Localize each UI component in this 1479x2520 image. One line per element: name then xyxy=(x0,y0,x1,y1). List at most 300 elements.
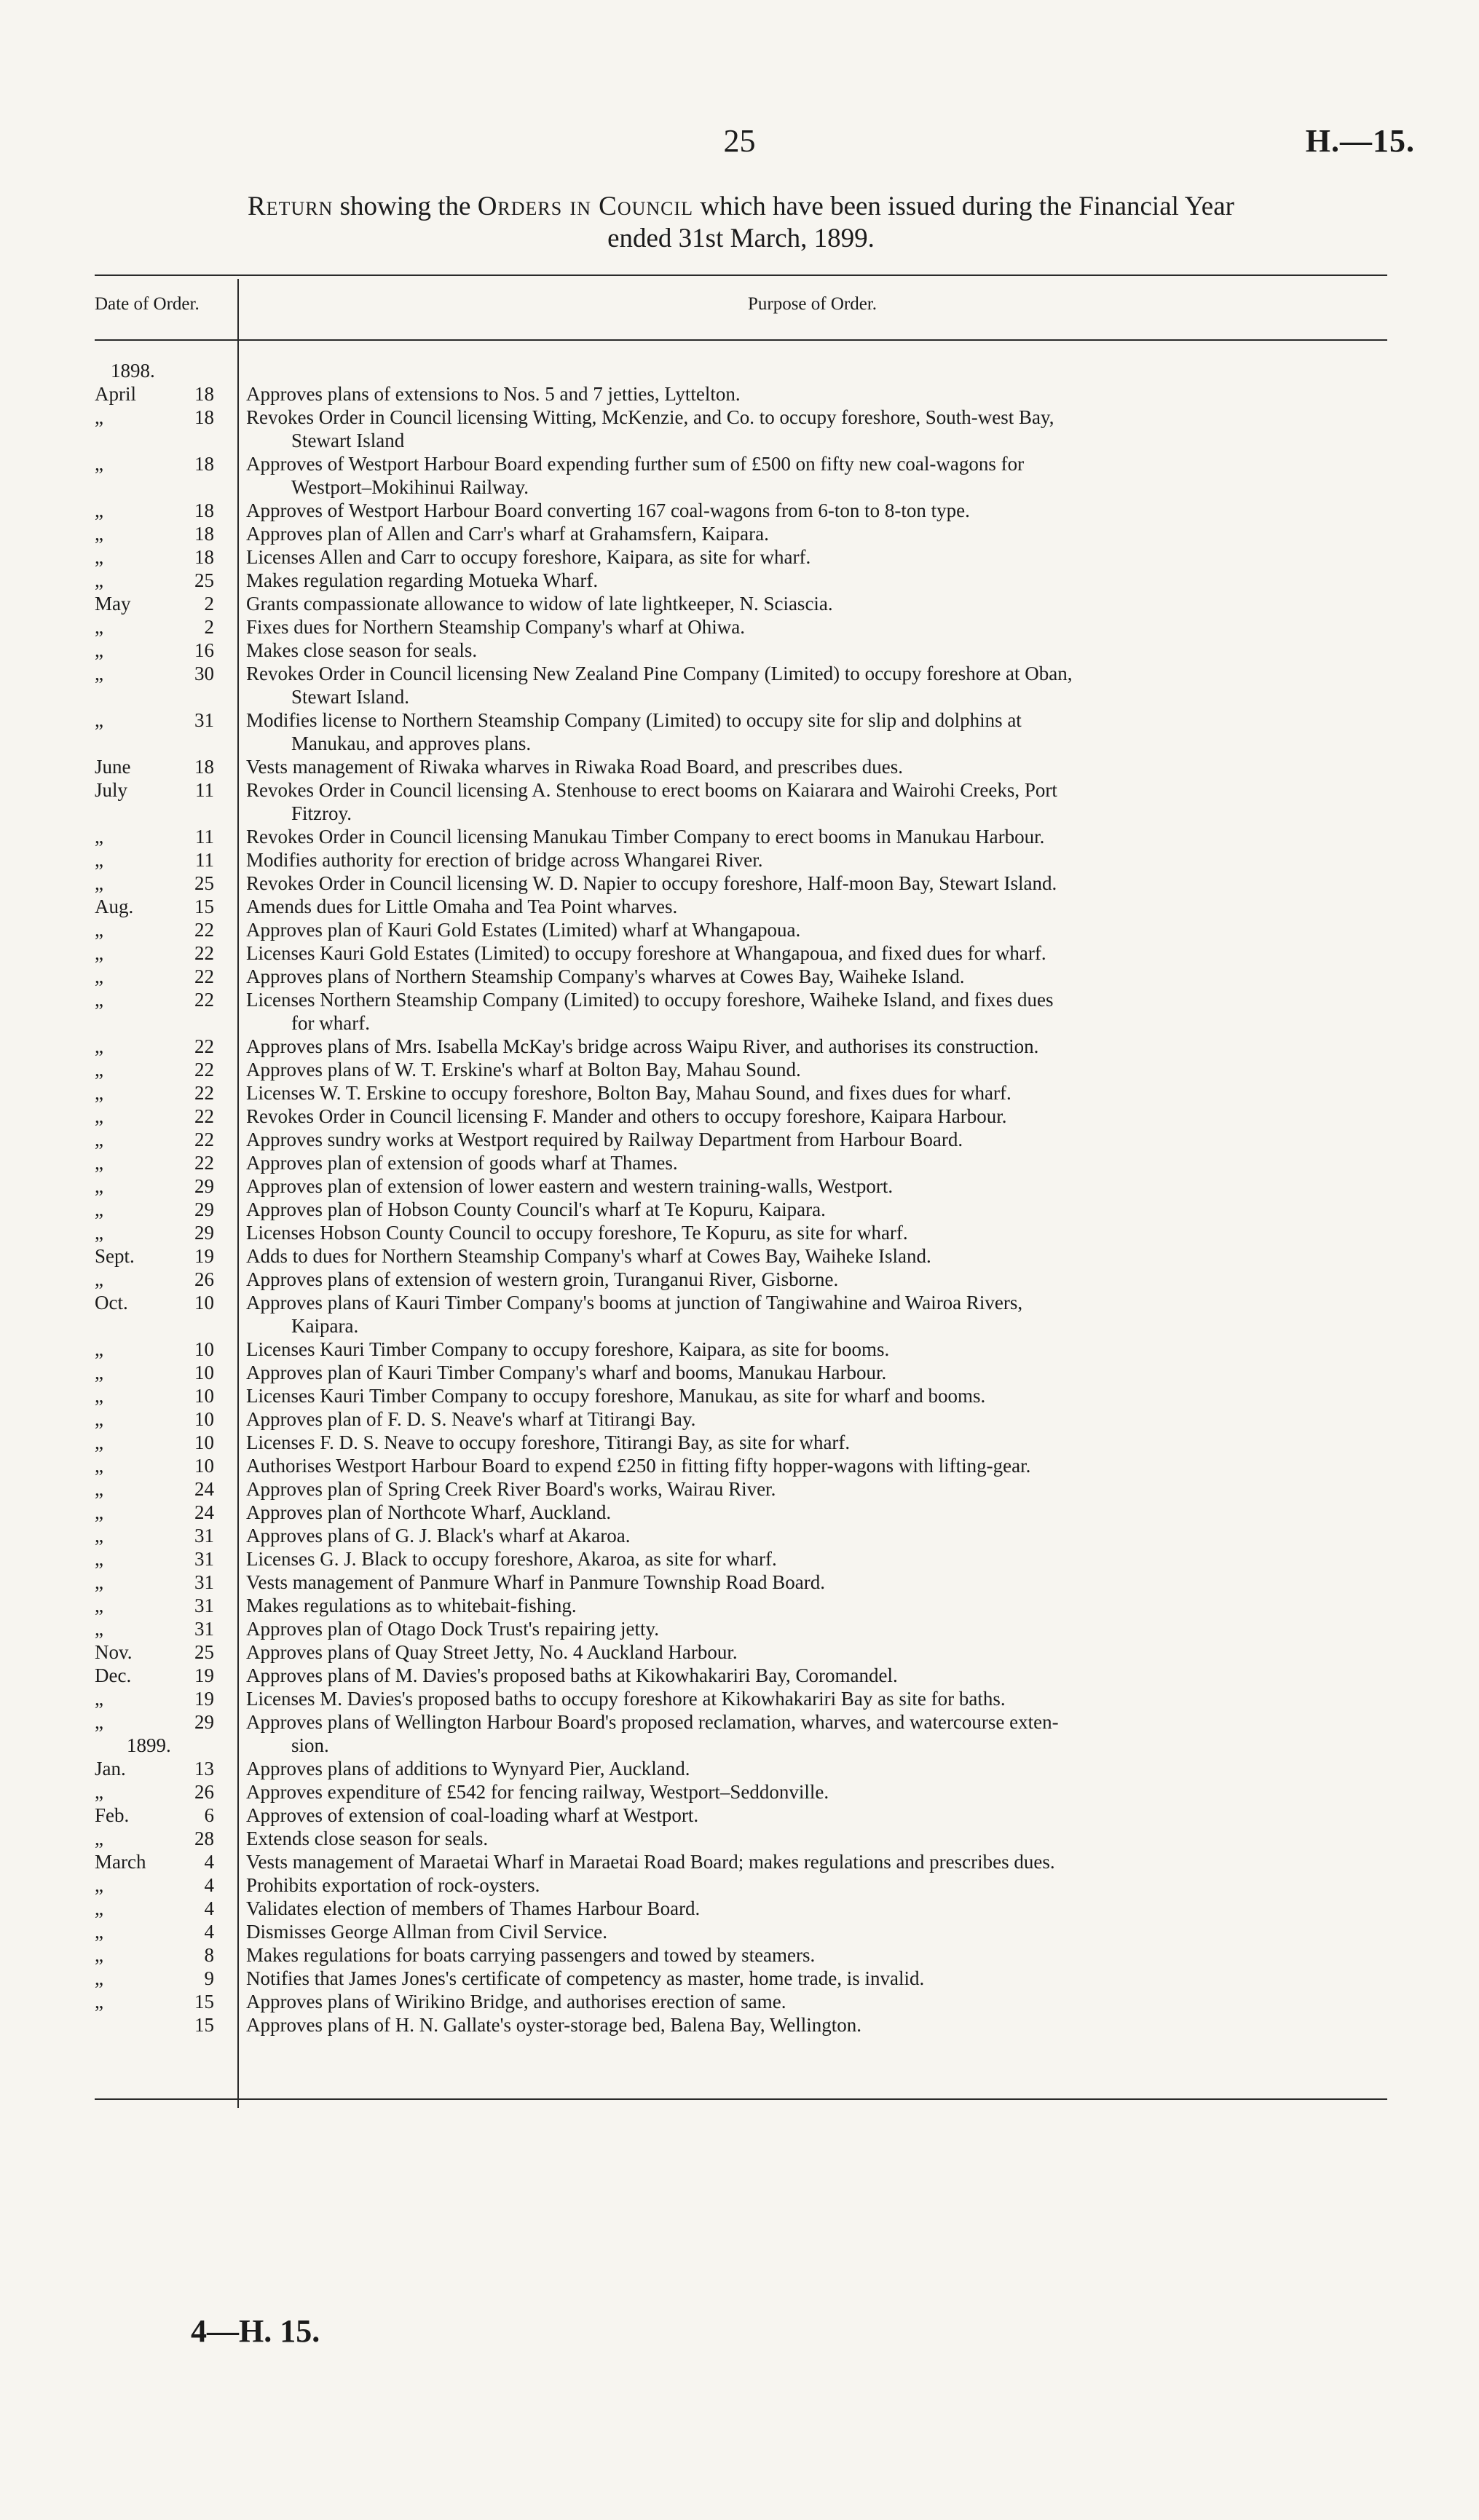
order-date xyxy=(95,1897,237,1920)
order-date xyxy=(95,1361,237,1384)
order-purpose-text: Approves plans of M. Davies's proposed baths at Kikowhakariri Bay, Coromandel. xyxy=(246,1664,898,1686)
order-purpose xyxy=(237,1664,1387,1687)
order-purpose-text: Approves plan of Northcote Wharf, Auckland. xyxy=(246,1501,612,1523)
order-date xyxy=(95,1757,237,1780)
order-date xyxy=(95,895,237,918)
order-month: „ xyxy=(95,872,103,894)
order-purpose-text: Approves plans of W. T. Erskine's wharf at Bolton Bay, Mahau Sound. xyxy=(246,1059,801,1081)
order-date xyxy=(95,1640,237,1664)
order-date xyxy=(95,1151,237,1174)
order-purpose-continued: Stewart Island xyxy=(291,430,405,451)
order-date xyxy=(95,1501,237,1524)
document-reference: H.—15. xyxy=(1305,123,1415,159)
year-label: 1898. xyxy=(111,360,155,382)
order-purpose-text: Approves plans of Northern Steamship Company's wharves at Cowes Bay, Waiheke Island. xyxy=(246,965,965,987)
order-purpose xyxy=(237,965,1387,988)
order-date xyxy=(95,499,237,522)
table-row xyxy=(95,1338,1387,1361)
order-month: March xyxy=(95,1851,146,1873)
page-number: 25 xyxy=(723,123,756,159)
order-purpose-text: Approves plan of F. D. S. Neave's wharf at Titirangi Bay. xyxy=(246,1408,696,1430)
order-day: 26 xyxy=(194,1268,214,1290)
order-purpose xyxy=(237,1407,1387,1431)
order-purpose xyxy=(237,1780,1387,1804)
order-purpose-continued: Stewart Island. xyxy=(291,686,409,708)
order-month: Oct. xyxy=(95,1292,128,1314)
order-month: „ xyxy=(95,499,103,521)
order-purpose xyxy=(237,522,1387,545)
order-date xyxy=(95,406,237,429)
order-month: „ xyxy=(95,1082,103,1104)
order-date xyxy=(95,965,237,988)
table-row xyxy=(95,1105,1387,1128)
order-purpose xyxy=(237,1640,1387,1664)
order-month: „ xyxy=(95,1385,103,1407)
order-purpose xyxy=(237,1058,1387,1081)
order-day: 18 xyxy=(194,406,214,428)
order-date xyxy=(95,1594,237,1617)
table-row xyxy=(95,1431,1387,1454)
table-row xyxy=(95,872,1387,895)
order-purpose-text: Amends dues for Little Omaha and Tea Point wharves. xyxy=(246,896,678,917)
order-month: „ xyxy=(95,965,103,987)
order-purpose xyxy=(237,848,1387,872)
order-purpose-text: Approves sundry works at Westport required by Railway Department from Harbour Board. xyxy=(246,1129,963,1150)
order-month: „ xyxy=(95,1897,103,1919)
table-row xyxy=(95,1198,1387,1221)
order-day: 13 xyxy=(194,1758,214,1780)
order-month: „ xyxy=(95,1268,103,1290)
order-month: „ xyxy=(95,1548,103,1570)
order-purpose xyxy=(237,1710,1387,1757)
order-purpose xyxy=(237,639,1387,662)
order-day: 2 xyxy=(204,616,214,638)
order-day: 28 xyxy=(194,1828,214,1849)
table-row xyxy=(95,918,1387,941)
order-month: „ xyxy=(95,1944,103,1966)
table-row xyxy=(95,522,1387,545)
order-purpose xyxy=(237,872,1387,895)
order-purpose-text: Vests management of Panmure Wharf in Panmure Township Road Board. xyxy=(246,1571,825,1593)
order-purpose xyxy=(237,895,1387,918)
order-purpose-continued: Westport–Mokihinui Railway. xyxy=(291,476,529,498)
order-purpose-text: Approves of Westport Harbour Board converting 167 coal-wagons from 6-ton to 8-ton type. xyxy=(246,499,970,521)
order-purpose xyxy=(237,1128,1387,1151)
order-purpose xyxy=(237,778,1387,825)
order-day: 31 xyxy=(194,1571,214,1593)
order-month: Jan. xyxy=(95,1758,126,1780)
order-purpose-text: Approves plans of Mrs. Isabella McKay's bridge across Waipu River, and authorises its construction. xyxy=(246,1035,1039,1057)
order-day: 22 xyxy=(194,965,214,987)
order-day: 11 xyxy=(195,779,214,801)
order-purpose-text: Approves plan of extension of goods wharf at Thames. xyxy=(246,1152,678,1174)
table-row xyxy=(95,1571,1387,1594)
order-day: 31 xyxy=(194,1548,214,1570)
order-purpose-text: Dismisses George Allman from Civil Service. xyxy=(246,1921,607,1943)
order-purpose xyxy=(237,569,1387,592)
order-purpose-text: Licenses F. D. S. Neave to occupy foreshore, Titirangi Bay, as site for wharf. xyxy=(246,1431,851,1453)
order-month: „ xyxy=(95,709,103,731)
order-purpose xyxy=(237,1431,1387,1454)
year-label: 1899. xyxy=(127,1734,171,1756)
column-header-date: Date of Order. xyxy=(95,294,200,314)
order-purpose-text: Makes regulation regarding Motueka Wharf. xyxy=(246,569,599,591)
order-day: 22 xyxy=(194,1105,214,1127)
order-month: „ xyxy=(95,663,103,684)
order-day: 25 xyxy=(194,1641,214,1663)
table-row xyxy=(95,708,1387,755)
order-purpose xyxy=(237,918,1387,941)
table-row xyxy=(95,1477,1387,1501)
table-row xyxy=(95,1640,1387,1664)
order-day: 22 xyxy=(194,942,214,964)
order-purpose xyxy=(237,1594,1387,1617)
order-purpose-text: Revokes Order in Council licensing New Zealand Pine Company (Limited) to occupy foreshore at Oban, xyxy=(246,663,1073,684)
order-date xyxy=(95,569,237,592)
order-month: June xyxy=(95,756,131,778)
order-date xyxy=(95,1338,237,1361)
table-row xyxy=(95,1850,1387,1873)
table-row xyxy=(95,1687,1387,1710)
order-day: 18 xyxy=(194,499,214,521)
order-purpose-text: Approves plan of Allen and Carr's wharf at Grahamsfern, Kaipara. xyxy=(246,523,769,545)
order-purpose xyxy=(237,1268,1387,1291)
order-day: 26 xyxy=(194,1781,214,1803)
order-month: „ xyxy=(95,1152,103,1174)
order-month: „ xyxy=(95,989,103,1011)
order-purpose xyxy=(237,1221,1387,1244)
order-day: 25 xyxy=(194,569,214,591)
order-date xyxy=(95,708,237,732)
order-day: 15 xyxy=(194,896,214,917)
order-purpose-continued: Kaipara. xyxy=(291,1315,359,1337)
table-row xyxy=(95,1384,1387,1407)
table-row xyxy=(95,1035,1387,1058)
order-date xyxy=(95,1664,237,1687)
order-month: „ xyxy=(95,1967,103,1989)
order-month: „ xyxy=(95,1338,103,1360)
order-purpose xyxy=(237,825,1387,848)
order-purpose-text: Approves of extension of coal-loading wharf at Westport. xyxy=(246,1804,699,1826)
order-date xyxy=(95,941,237,965)
order-purpose xyxy=(237,1524,1387,1547)
order-month: „ xyxy=(95,826,103,848)
order-day: 18 xyxy=(194,383,214,405)
order-purpose-text: Licenses G. J. Black to occupy foreshore, Akaroa, as site for wharf. xyxy=(246,1548,777,1570)
order-date xyxy=(95,1221,237,1244)
order-purpose xyxy=(237,1384,1387,1407)
table-row xyxy=(95,1897,1387,1920)
order-purpose xyxy=(237,592,1387,615)
order-day: 6 xyxy=(204,1804,214,1826)
table-row xyxy=(95,1361,1387,1384)
order-date xyxy=(95,778,237,802)
order-date xyxy=(95,1920,237,1943)
order-day: 10 xyxy=(194,1338,214,1360)
order-purpose xyxy=(237,1571,1387,1594)
order-month: „ xyxy=(95,1991,103,2013)
order-day: 8 xyxy=(204,1944,214,1966)
order-purpose xyxy=(237,452,1387,499)
top-rule xyxy=(95,274,1387,276)
order-purpose-text: Makes regulations as to whitebait-fishing. xyxy=(246,1595,577,1616)
order-date xyxy=(95,755,237,778)
order-date xyxy=(95,1105,237,1128)
order-day: 30 xyxy=(194,663,214,684)
table-row xyxy=(95,1268,1387,1291)
table-row xyxy=(95,1943,1387,1967)
order-purpose-text: Licenses Northern Steamship Company (Limited) to occupy foreshore, Waiheke Island, and fixes dues xyxy=(246,989,1054,1011)
order-purpose-continued: for wharf. xyxy=(291,1012,370,1034)
order-date xyxy=(95,1268,237,1291)
order-day: 11 xyxy=(195,849,214,871)
order-purpose xyxy=(237,1873,1387,1897)
order-month: Aug. xyxy=(95,896,134,917)
order-purpose-text: Vests management of Maraetai Wharf in Maraetai Road Board; makes regulations and prescribes dues. xyxy=(246,1851,1055,1873)
order-month: „ xyxy=(95,1431,103,1453)
order-purpose-text: Approves plan of Spring Creek River Board's works, Wairau River. xyxy=(246,1478,776,1500)
order-date xyxy=(95,1081,237,1105)
table-row xyxy=(95,615,1387,639)
order-month: „ xyxy=(95,1828,103,1849)
order-purpose xyxy=(237,1967,1387,1990)
title-second-line: ended 31st March, 1899. xyxy=(607,224,875,253)
order-purpose-text: Approves plan of Otago Dock Trust's repairing jetty. xyxy=(246,1618,660,1640)
order-month: „ xyxy=(95,1595,103,1616)
order-day: 4 xyxy=(204,1921,214,1943)
table-row xyxy=(95,2013,1387,2037)
order-date xyxy=(95,1431,237,1454)
order-day: 10 xyxy=(194,1455,214,1477)
order-date xyxy=(95,1384,237,1407)
order-date xyxy=(95,662,237,685)
order-day: 10 xyxy=(194,1362,214,1383)
order-date xyxy=(95,1873,237,1897)
order-purpose-text: Approves plan of extension of lower eastern and western training-walls, Westport. xyxy=(246,1175,894,1197)
order-purpose-text: Approves plans of Wellington Harbour Board's proposed reclamation, wharves, and watercourse exten- xyxy=(246,1711,1059,1733)
order-purpose-text: Modifies license to Northern Steamship Company (Limited) to occupy site for slip and dolphins at xyxy=(246,709,1022,731)
order-purpose-text: Revokes Order in Council licensing F. Mander and others to occupy foreshore, Kaipara Harbour. xyxy=(246,1105,1007,1127)
order-purpose-text: Extends close season for seals. xyxy=(246,1828,489,1849)
order-purpose xyxy=(237,1244,1387,1268)
order-day: 10 xyxy=(194,1431,214,1453)
order-purpose xyxy=(237,1850,1387,1873)
order-date xyxy=(95,452,237,475)
order-purpose-text: Licenses M. Davies's proposed baths to occupy foreshore at Kikowhakariri Bay as site for baths. xyxy=(246,1688,1006,1710)
table-row xyxy=(95,1547,1387,1571)
order-purpose-text: Approves plan of Hobson County Council's wharf at Te Kopuru, Kaipara. xyxy=(246,1198,826,1220)
order-purpose xyxy=(237,1501,1387,1524)
table-row xyxy=(95,1804,1387,1827)
order-purpose-text: Licenses W. T. Erskine to occupy foreshore, Bolton Bay, Mahau Sound, and fixes dues for wharf. xyxy=(246,1082,1011,1104)
table-row xyxy=(95,1407,1387,1431)
order-month: July xyxy=(95,779,128,801)
order-month: „ xyxy=(95,1035,103,1057)
order-purpose-text: Modifies authority for erection of bridge across Whangarei River. xyxy=(246,849,763,871)
order-purpose xyxy=(237,988,1387,1035)
order-day: 31 xyxy=(194,1595,214,1616)
order-date xyxy=(95,1617,237,1640)
order-date xyxy=(95,639,237,662)
order-day: 15 xyxy=(194,1991,214,2013)
order-day: 22 xyxy=(194,1082,214,1104)
order-purpose xyxy=(237,1035,1387,1058)
order-purpose-text: Notifies that James Jones's certificate of competency as master, home trade, is invalid. xyxy=(246,1967,925,1989)
order-purpose-text: Licenses Kauri Timber Company to occupy foreshore, Manukau, as site for wharf and booms. xyxy=(246,1385,986,1407)
table-row xyxy=(95,1967,1387,1990)
order-day: 22 xyxy=(194,989,214,1011)
order-purpose-text: Authorises Westport Harbour Board to expend £250 in fitting fifty hopper-wagons with lifting-gear. xyxy=(246,1455,1031,1477)
order-date xyxy=(95,1687,237,1710)
order-date xyxy=(95,1524,237,1547)
order-month: „ xyxy=(95,406,103,428)
order-month: April xyxy=(95,383,136,405)
table-row xyxy=(95,499,1387,522)
order-month: „ xyxy=(95,1874,103,1896)
order-day: 29 xyxy=(194,1175,214,1197)
order-date xyxy=(95,1943,237,1967)
order-date xyxy=(95,1035,237,1058)
order-purpose-continued: sion. xyxy=(291,1734,329,1756)
order-purpose-text: Vests management of Riwaka wharves in Riwaka Road Board, and prescribes dues. xyxy=(246,756,904,778)
order-date xyxy=(95,1850,237,1873)
order-purpose-text: Approves plans of extensions to Nos. 5 and 7 jetties, Lyttelton. xyxy=(246,383,741,405)
order-purpose-text: Revokes Order in Council licensing Manukau Timber Company to erect booms in Manukau Harbour. xyxy=(246,826,1045,848)
order-purpose xyxy=(237,1361,1387,1384)
order-month: „ xyxy=(95,546,103,568)
table-row xyxy=(95,778,1387,825)
order-date xyxy=(95,848,237,872)
column-header-purpose: Purpose of Order. xyxy=(747,294,877,314)
order-date xyxy=(95,2013,237,2037)
order-date xyxy=(95,1058,237,1081)
table-row xyxy=(95,592,1387,615)
order-purpose xyxy=(237,1081,1387,1105)
order-month: „ xyxy=(95,1105,103,1127)
order-month: „ xyxy=(95,1478,103,1500)
order-date xyxy=(95,1454,237,1477)
order-purpose-text: Prohibits exportation of rock-oysters. xyxy=(246,1874,540,1896)
order-purpose-text: Revokes Order in Council licensing Witting, McKenzie, and Co. to occupy foreshore, South-west Bay, xyxy=(246,406,1054,428)
sheet-mark: 4—H. 15. xyxy=(191,2313,320,2349)
order-month: „ xyxy=(95,1129,103,1150)
table-row xyxy=(95,452,1387,499)
order-month: „ xyxy=(95,1921,103,1943)
order-month: „ xyxy=(95,1175,103,1197)
order-date xyxy=(95,1198,237,1221)
order-month: „ xyxy=(95,942,103,964)
order-purpose xyxy=(237,1477,1387,1501)
order-month: „ xyxy=(95,1525,103,1547)
order-purpose-text: Adds to dues for Northern Steamship Company's wharf at Cowes Bay, Waiheke Island. xyxy=(246,1245,931,1267)
order-purpose xyxy=(237,1920,1387,1943)
order-day: 15 xyxy=(194,2014,214,2036)
table-row xyxy=(95,1081,1387,1105)
order-purpose xyxy=(237,1804,1387,1827)
table-row xyxy=(95,662,1387,708)
order-purpose xyxy=(237,1198,1387,1221)
order-month: „ xyxy=(95,1362,103,1383)
order-month: „ xyxy=(95,1571,103,1593)
table-row xyxy=(95,1244,1387,1268)
order-month: „ xyxy=(95,453,103,475)
order-day: 18 xyxy=(194,523,214,545)
order-date xyxy=(95,382,237,406)
table-row xyxy=(95,848,1387,872)
order-purpose-text: Licenses Kauri Timber Company to occupy foreshore, Kaipara, as site for booms. xyxy=(246,1338,890,1360)
orders-table xyxy=(95,359,1387,2037)
order-purpose xyxy=(237,662,1387,708)
title-rest: which have been issued during the Financial Year xyxy=(700,191,1234,221)
order-purpose-continued: Manukau, and approves plans. xyxy=(291,732,532,754)
table-row xyxy=(95,895,1387,918)
order-day: 29 xyxy=(194,1222,214,1244)
order-purpose-text: Makes close season for seals. xyxy=(246,639,478,661)
order-purpose xyxy=(237,1897,1387,1920)
order-month: Dec. xyxy=(95,1664,132,1686)
order-purpose xyxy=(237,406,1387,452)
table-row xyxy=(95,1827,1387,1850)
table-row xyxy=(95,941,1387,965)
order-purpose xyxy=(237,941,1387,965)
order-purpose-text: Approves plan of Kauri Timber Company's wharf and booms, Manukau Harbour. xyxy=(246,1362,887,1383)
table-row xyxy=(95,1291,1387,1338)
order-purpose-text: Approves plans of G. J. Black's wharf at Akaroa. xyxy=(246,1525,631,1547)
order-purpose-text: Approves plans of Wirikino Bridge, and authorises erection of same. xyxy=(246,1991,786,2013)
order-day: 4 xyxy=(204,1897,214,1919)
order-day: 31 xyxy=(194,709,214,731)
order-purpose xyxy=(237,755,1387,778)
table-row xyxy=(95,1174,1387,1198)
order-day: 22 xyxy=(194,1152,214,1174)
table-row xyxy=(95,1594,1387,1617)
order-date xyxy=(95,1780,237,1804)
order-purpose xyxy=(237,2013,1387,2037)
order-date xyxy=(95,1128,237,1151)
order-purpose-text: Validates election of members of Thames Harbour Board. xyxy=(246,1897,701,1919)
order-month: „ xyxy=(95,639,103,661)
order-date xyxy=(95,1571,237,1594)
order-day: 22 xyxy=(194,1059,214,1081)
table-row xyxy=(95,1780,1387,1804)
order-day: 10 xyxy=(194,1385,214,1407)
table-row xyxy=(95,639,1387,662)
order-month: „ xyxy=(95,1688,103,1710)
table-row xyxy=(95,1151,1387,1174)
title-orders-in-council: Orders in Council xyxy=(477,191,694,221)
order-purpose-text: Revokes Order in Council licensing A. Stenhouse to erect booms on Kaiarara and Wairohi Creeks, Port xyxy=(246,779,1057,801)
order-date xyxy=(95,1547,237,1571)
order-day: 9 xyxy=(204,1967,214,1989)
order-purpose-text: Licenses Allen and Carr to occupy foreshore, Kaipara, as site for wharf. xyxy=(246,546,811,568)
table-row xyxy=(95,1617,1387,1640)
order-day: 18 xyxy=(194,453,214,475)
order-day: 31 xyxy=(194,1525,214,1547)
table-row xyxy=(95,1873,1387,1897)
order-day: 29 xyxy=(194,1198,214,1220)
table-row xyxy=(95,965,1387,988)
order-date xyxy=(95,1990,237,2013)
order-day: 24 xyxy=(194,1501,214,1523)
order-purpose-text: Grants compassionate allowance to widow of late lightkeeper, N. Sciascia. xyxy=(246,593,833,615)
order-month: „ xyxy=(95,1198,103,1220)
title-word-showing: showing the xyxy=(339,191,471,221)
order-month: „ xyxy=(95,523,103,545)
order-purpose-text: Fixes dues for Northern Steamship Company's wharf at Ohiwa. xyxy=(246,616,745,638)
order-purpose-text: Approves plans of Kauri Timber Company's booms at junction of Tangiwahine and Wairoa Rivers, xyxy=(246,1292,1023,1314)
order-purpose xyxy=(237,1454,1387,1477)
order-day: 18 xyxy=(194,546,214,568)
